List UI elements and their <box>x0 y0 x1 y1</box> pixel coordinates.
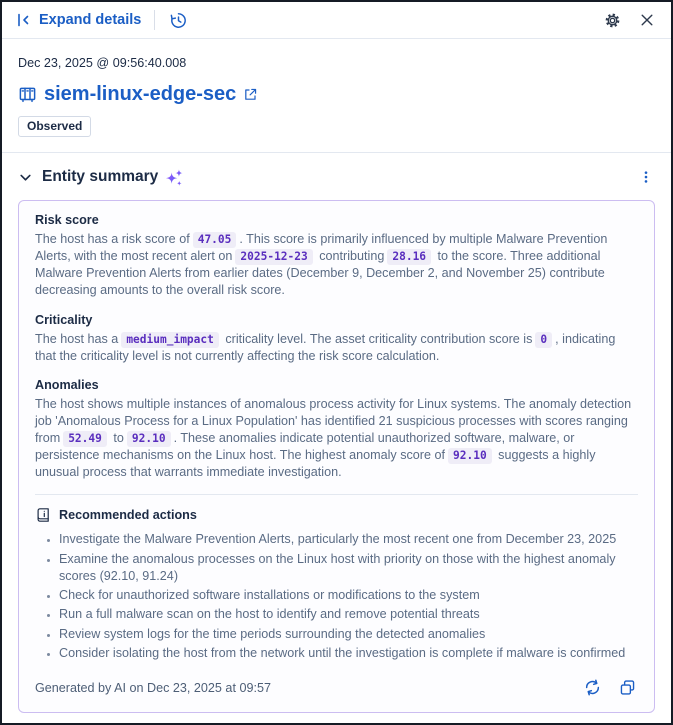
entity-summary-title: Entity summary <box>42 168 159 185</box>
chevron-down-icon <box>18 170 33 185</box>
section-divider <box>2 152 671 153</box>
panel-divider <box>35 494 638 495</box>
code-chip: 92.10 <box>448 448 492 464</box>
close-button[interactable] <box>637 10 657 30</box>
sparkles-icon <box>165 168 184 187</box>
expand-details-button[interactable] <box>16 12 141 28</box>
flyout-header <box>2 2 671 39</box>
entity-summary-header <box>18 167 655 187</box>
code-chip: 28.16 <box>387 249 431 265</box>
summary-panel <box>18 200 655 713</box>
list-item: • Consider isolating the host from the network until the investigation is complete if malware is confirmed <box>59 645 638 662</box>
recommended-actions-title: Recommended actions <box>59 508 197 523</box>
settings-button[interactable] <box>602 10 623 31</box>
recommended-actions-list <box>35 531 638 662</box>
list-item: • Check for unauthorized software installations or modifications to the system <box>59 587 638 604</box>
refresh-icon <box>584 679 601 696</box>
gear-icon <box>604 12 621 29</box>
section-heading: Criticality <box>35 312 93 327</box>
host-title-row <box>18 83 655 106</box>
regenerate-button[interactable] <box>582 677 603 698</box>
book-icon <box>35 507 51 523</box>
recommended-actions-header <box>35 507 638 523</box>
section-heading: Anomalies <box>35 377 99 392</box>
code-chip: 47.05 <box>193 232 237 248</box>
collapse-toggle[interactable] <box>18 170 33 185</box>
summary-sections <box>35 213 638 481</box>
section-paragraph: The host has a risk score of 47.05 . This score is primarily influenced by multiple Malware Prevention Alerts, with the most recent alert on 2025-12-23 contributing 28.16 to the score. Three additional Malware Prevention Alerts from earlier dates (December 9, December 2, and November 25) contribute decreasing amounts to the overall risk score. <box>35 232 608 298</box>
code-chip: medium_impact <box>121 332 219 348</box>
section-paragraph: The host shows multiple instances of anomalous process activity for Linux systems. The anomaly detection job 'Anomalous Process for a Linux Population' has identified 21 suspicious processes with scores ranging from 52.49 to 92.10 . These anomalies indicate potential unauthorized software, malware, or persistence mechanisms on the Linux host. The highest anomaly score of 92.10 suggests a highly unusual process that warrants immediate investigation. <box>35 396 632 480</box>
copy-button[interactable] <box>617 677 638 698</box>
close-icon <box>639 12 655 28</box>
code-chip: 2025-12-23 <box>235 249 312 265</box>
history-button[interactable] <box>168 10 189 31</box>
generated-by-text: Generated by AI on Dec 23, 2025 at 09:57 <box>35 680 271 695</box>
code-chip: 92.10 <box>127 431 171 447</box>
header-divider <box>154 10 155 30</box>
flyout-body <box>2 39 671 723</box>
expand-details-label: Expand details <box>39 12 142 28</box>
timestamp: Dec 23, 2025 @ 09:56:40.008 <box>18 56 187 70</box>
list-item: • Review system logs for the time periods surrounding the detected anomalies <box>59 626 638 643</box>
section-heading: Risk score <box>35 213 99 227</box>
section-paragraph: The host has a medium_impact criticality level. The asset criticality contribution score is 0 , indicating that the criticality level is not currently affecting the risk score calculation. <box>35 331 616 363</box>
list-item: • Investigate the Malware Prevention Alerts, particularly the most recent one from December 23, 2025 <box>59 531 638 548</box>
dots-vertical-icon <box>639 169 653 185</box>
storage-icon <box>18 85 37 104</box>
list-item: • Examine the anomalous processes on the Linux host with priority on those with the highest anomaly scores (92.10, 91.24) <box>59 551 638 586</box>
observed-badge: Observed <box>18 116 91 137</box>
host-name-link[interactable]: siem-linux-edge-sec <box>44 83 237 105</box>
code-chip: 0 <box>535 332 552 348</box>
arrow-start-icon <box>16 12 32 28</box>
copy-icon <box>619 679 636 696</box>
clock-history-icon <box>170 12 187 29</box>
panel-footer <box>35 677 638 698</box>
list-item: • Run a full malware scan on the host to identify and remove potential threats <box>59 606 638 623</box>
code-chip: 52.49 <box>63 431 107 447</box>
more-menu-button[interactable] <box>637 167 655 187</box>
popout-icon[interactable] <box>243 87 258 102</box>
